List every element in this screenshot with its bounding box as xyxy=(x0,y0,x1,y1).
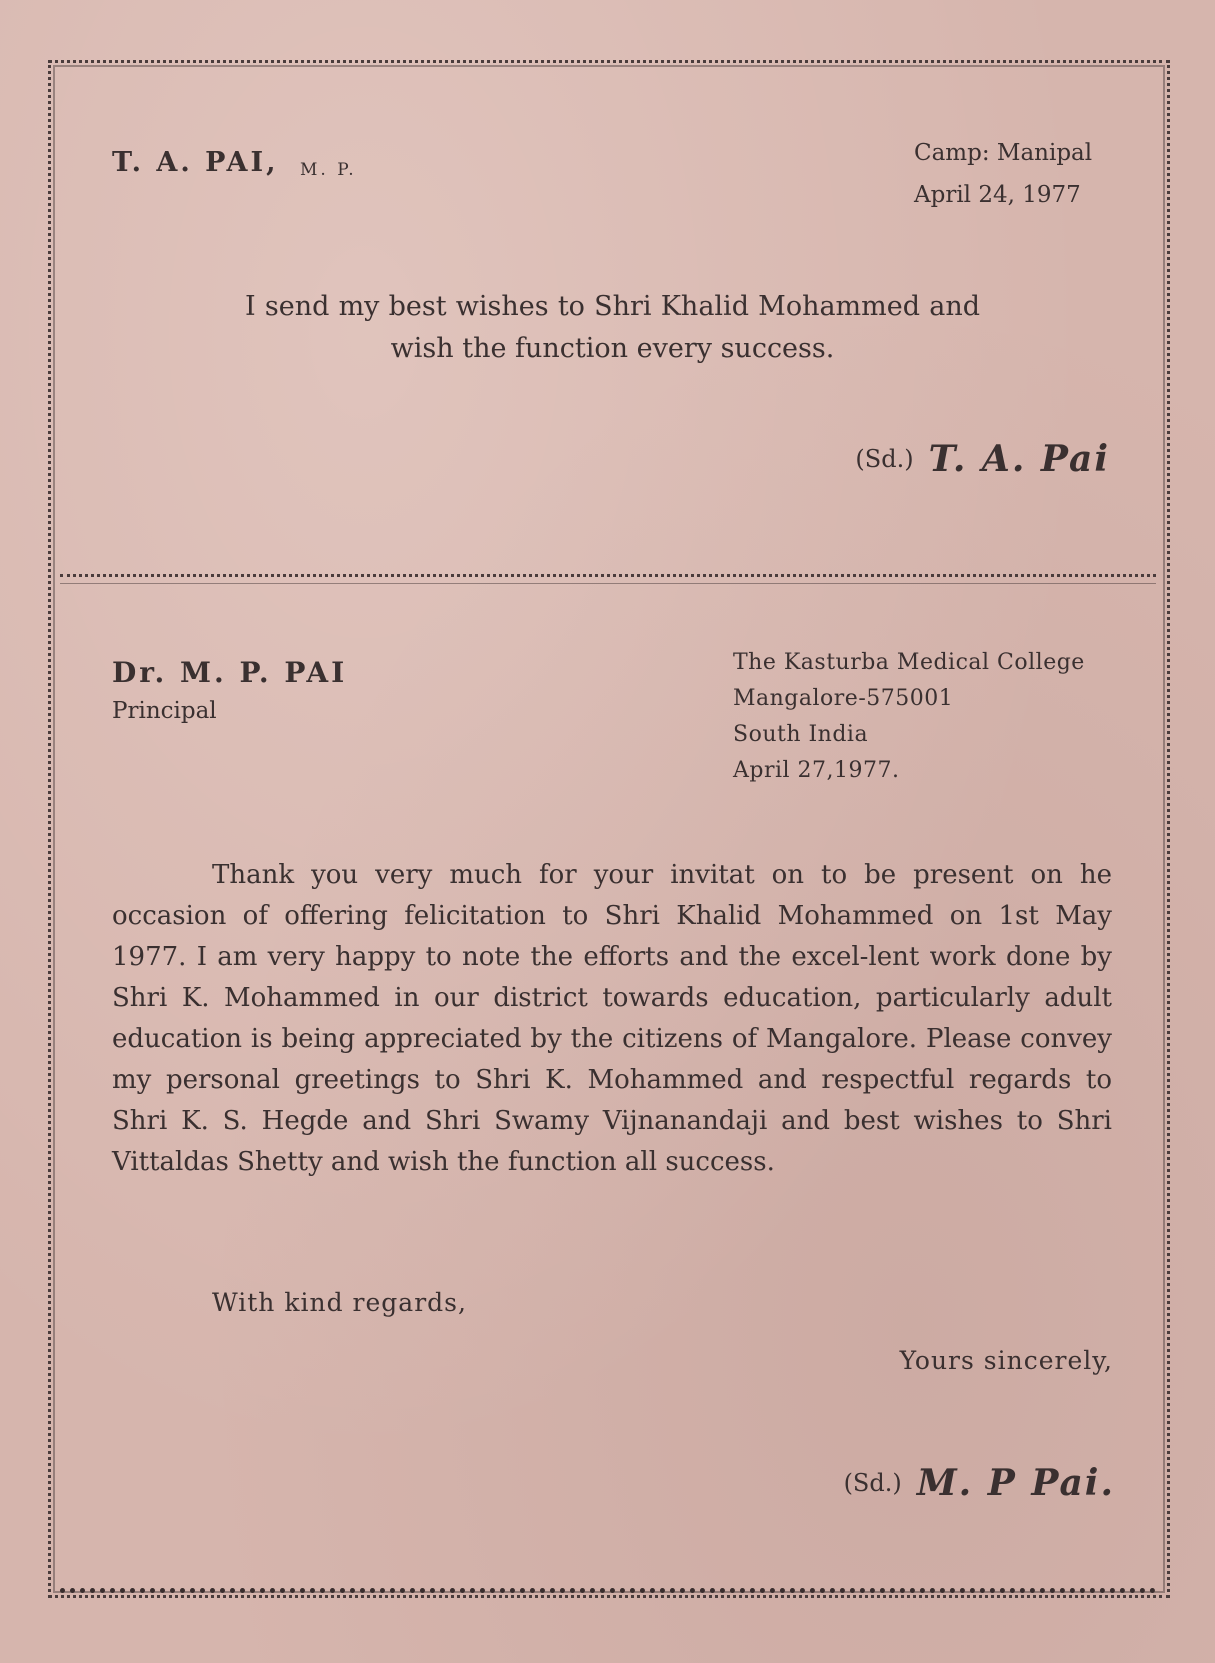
letter1-signature-block xyxy=(855,438,1110,480)
letter2-signature: M. P Pai. xyxy=(916,1462,1115,1504)
address-line: South India xyxy=(733,722,869,747)
address-line: April 27,1977. xyxy=(733,758,900,783)
letter2-body xyxy=(112,855,1112,1183)
letter1-place: Camp: Manipal xyxy=(914,140,1093,166)
letter1-message: I send my best wishes to Shri Khalid Mohammed and wish the function every success. xyxy=(245,291,980,364)
letter2-sender-name: Dr. M. P. PAI xyxy=(112,656,348,689)
letter1-sender-title: M. P. xyxy=(300,160,357,180)
letter1-sender-name: T. A. PAI, xyxy=(112,147,279,178)
letter2-regards: With kind regards, xyxy=(212,1288,467,1317)
letter1-signature: T. A. Pai xyxy=(928,438,1110,480)
letter2-closing: Yours sincerely, xyxy=(899,1346,1113,1375)
letter2-body-paragraph: Thank you very much for your invitat on to be present on he occasion of offering felicitation to Shri Khalid Mohammed on 1st May 1977. I am very happy to note the efforts and the excel-lent work done by Shri K. Mohammed in our district towards education, particularly adult education is being appreciated by the citizens of Mangalore. Please convey my personal greetings to Shri K. Mohammed and respectful regards to Shri K. S. Hegde and Shri Swamy Vijnanandaji and best wishes to Shri Vittaldas Shetty and wish the function all success. xyxy=(112,860,1112,1177)
address-line: Mangalore-575001 xyxy=(733,686,954,711)
letter2-signed-label: (Sd.) xyxy=(843,1469,902,1497)
letter1-signed-label: (Sd.) xyxy=(855,445,914,473)
address-line: The Kasturba Medical College xyxy=(733,650,1085,675)
letter2-sender-title: Principal xyxy=(112,698,217,724)
letter2-signature-block xyxy=(844,1462,1115,1504)
section-divider xyxy=(60,574,1156,584)
letter2-address xyxy=(733,645,1085,789)
letter1-date: April 24, 1977 xyxy=(914,182,1081,208)
bottom-ornament-rule xyxy=(60,1588,1156,1593)
